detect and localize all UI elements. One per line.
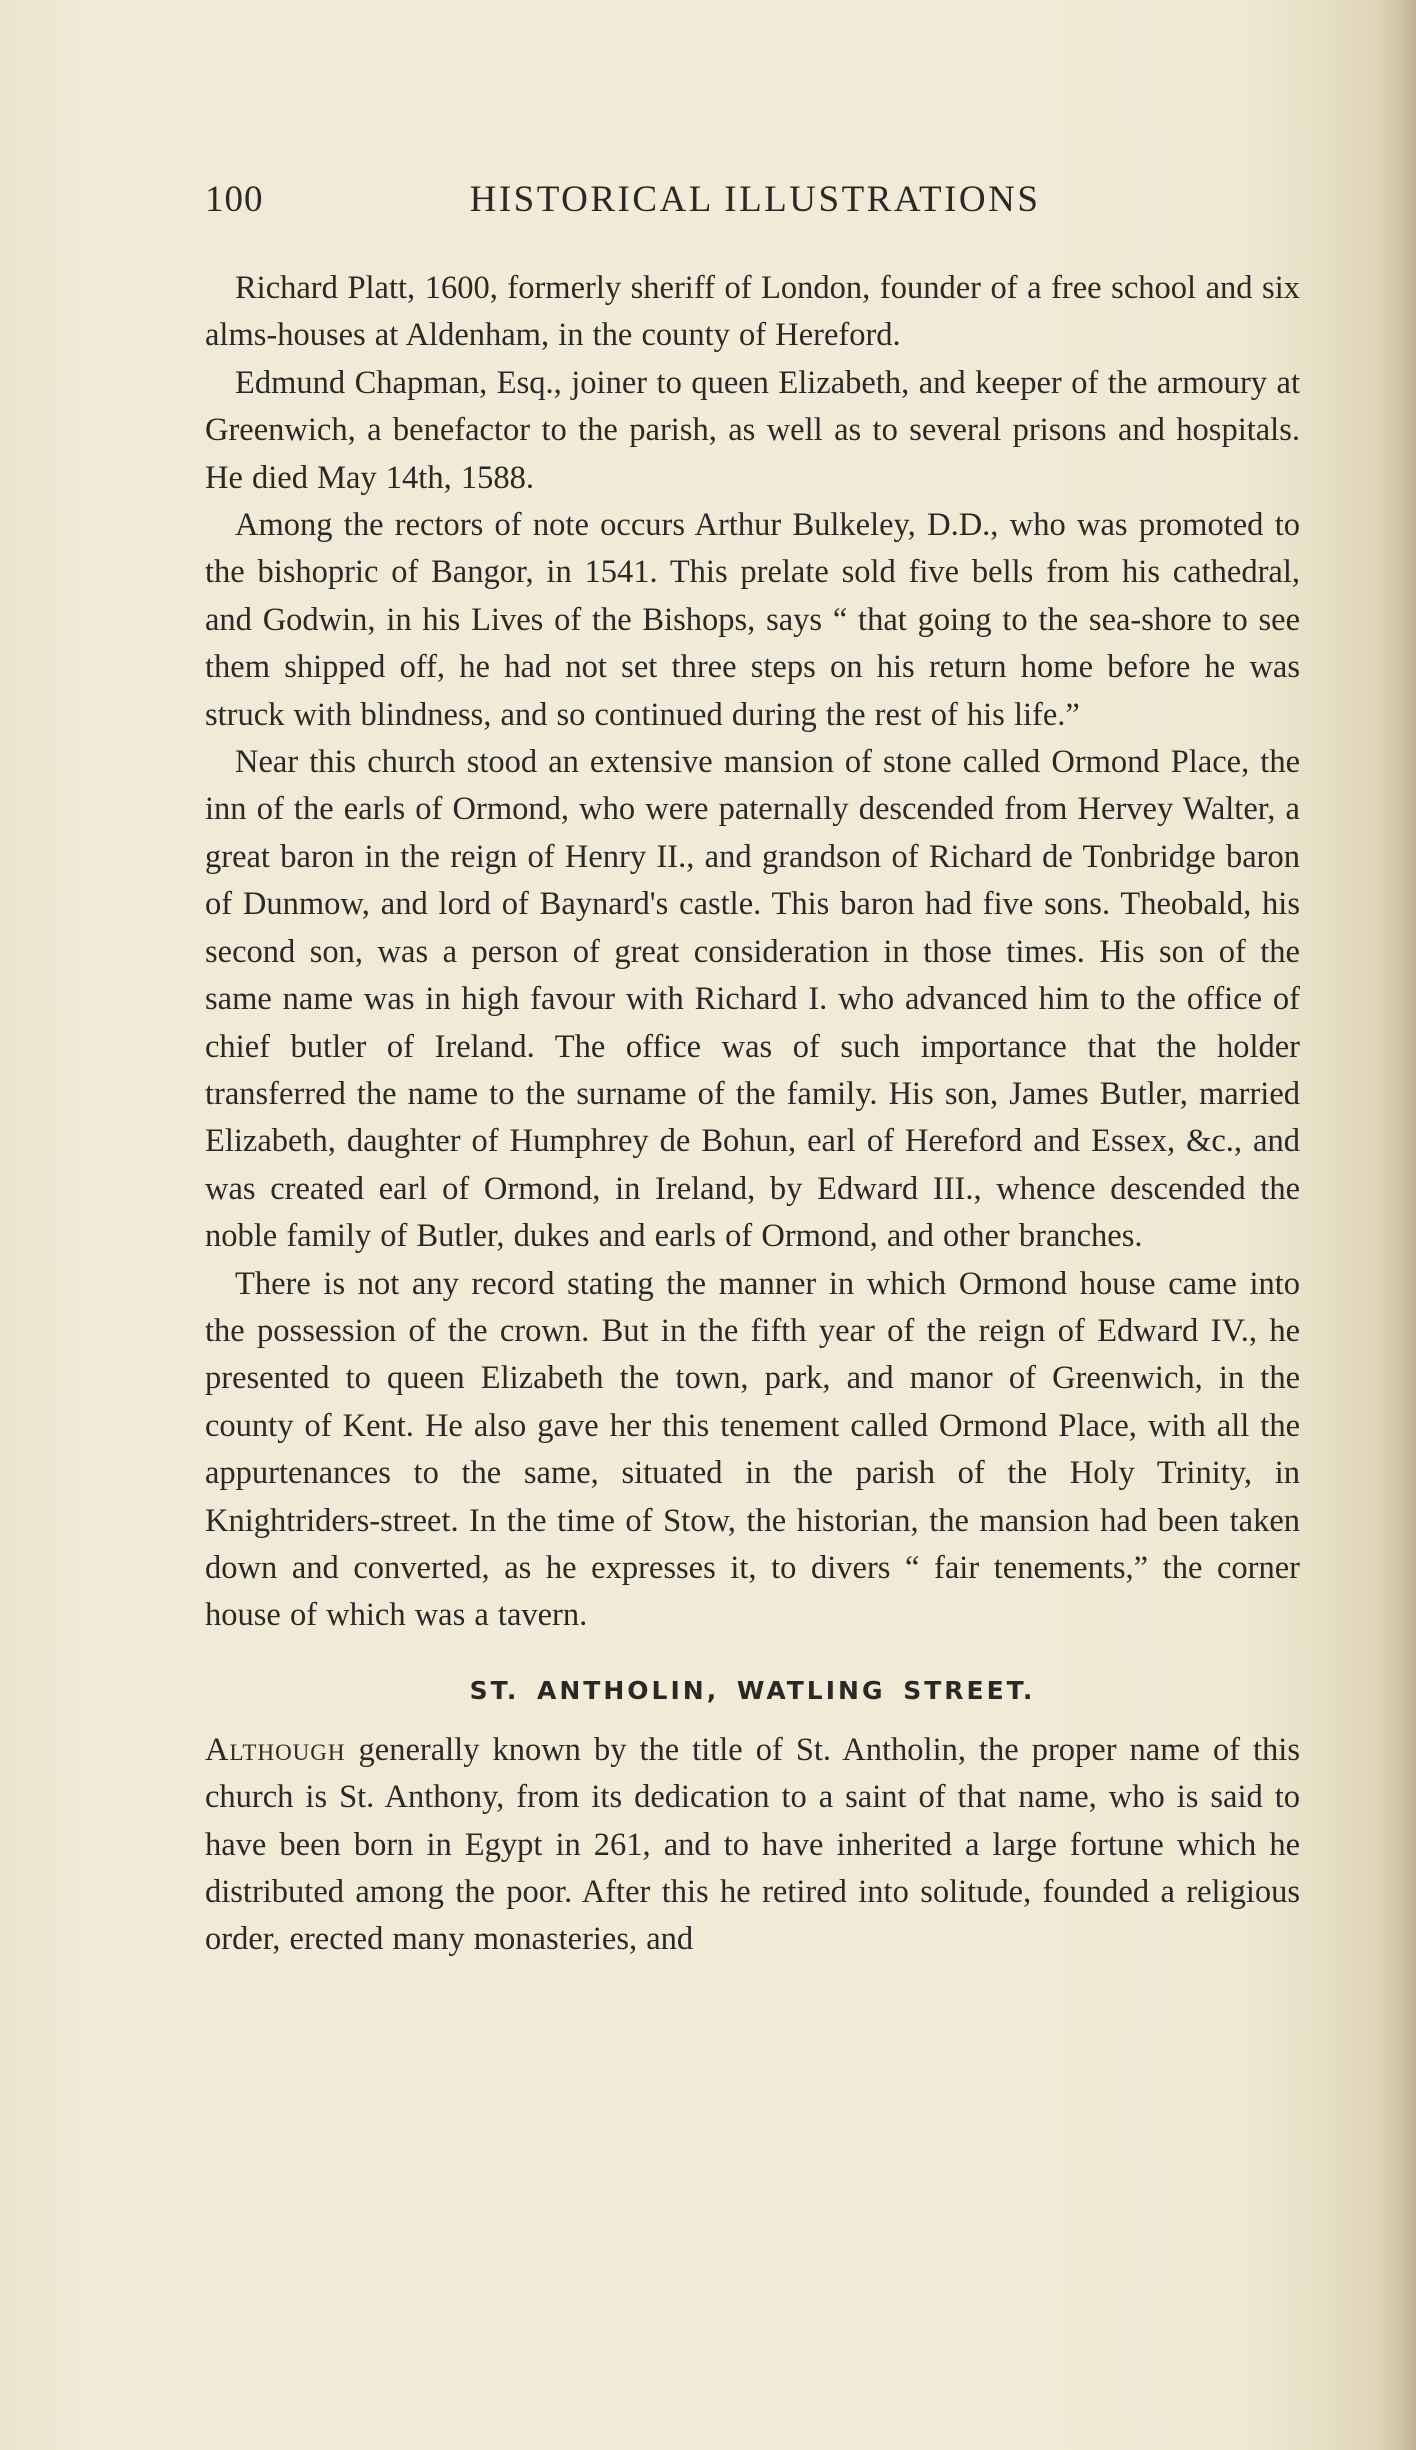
paragraph-edmund-chapman: Edmund Chapman, Esq., joiner to queen Elizabeth, and keeper of the armoury at Greenwich, a benefactor to the parish, as well as to several prisons and hospitals. He died May 14th, 1588. bbox=[205, 364, 1300, 496]
paragraph-ormond-house: There is not any record stating the manner in which Ormond house came into the possession of the crown. But in the fifth year of the reign of Edward IV., he presented to queen Elizabeth the town, park, and manor of Greenwich, in the county of Kent. He also gave her this tenement called Ormond Place, with all the appurtenances to the same, situated in the parish of the Holy Trinity, in Knightriders-street. In the time of Stow, the historian, the mansion had been taken down and converted, as he expresses it, to divers “ fair tenements,” the corner house of which was a tavern. bbox=[205, 1265, 1300, 1634]
paragraph-st-antholin-text: generally known by the title of St. Antholin, the proper name of this church is St. Anthony, from its dedication to a saint of that name, who is said to have been born in Egypt in 261, and to have inherited a large fortune which he distributed among the poor. After this he retired into solitude, founded a religious order, erected many monasteries, and bbox=[205, 1731, 1300, 1958]
page-edge-shadow bbox=[1376, 0, 1416, 2450]
paragraph-arthur-bulkeley: Among the rectors of note occurs Arthur Bulkeley, D.D., who was promoted to the bishopric of Bangor, in 1541. This prelate sold five bells from his cathedral, and Godwin, in his Lives of the Bishops, says “ that going to the sea-shore to see them shipped off, he had not set three steps on his return home before he was struck with blindness, and so continued during the rest of his life.” bbox=[205, 507, 1300, 733]
running-head bbox=[205, 178, 1305, 238]
page-number: 100 bbox=[205, 179, 264, 220]
section-heading: ST. ANTHOLIN, WATLING STREET. bbox=[469, 1675, 1036, 1705]
running-title: HISTORICAL ILLUSTRATIONS bbox=[469, 179, 1041, 220]
body-text bbox=[205, 265, 1300, 1964]
paragraph-st-antholin bbox=[205, 1727, 1300, 1964]
paragraph-richard-platt: Richard Platt, 1600, formerly sheriff of London, founder of a free school and six alms-houses at Aldenham, in the county of Hereford. bbox=[205, 270, 1300, 354]
paragraph-ormond-place: Near this church stood an extensive mansion of stone called Ormond Place, the inn of the earls of Ormond, who were paternally descended from Hervey Walter, a great baron in the reign of Henry II., and grandson of Richard de Tonbridge baron of Dunmow, and lord of Baynard's castle. This baron had five sons. Theobald, his second son, was a person of great consideration in those times. His son of the same name was in high favour with Richard I. who advanced him to the office of chief butler of Ireland. The office was of such importance that the holder transferred the name to the surname of the family. His son, James Butler, married Elizabeth, daughter of Humphrey de Bohun, earl of Hereford and Essex, &c., and was created earl of Ormond, in Ireland, by Edward III., whence descended the noble family of Butler, dukes and earls of Ormond, and other branches. bbox=[205, 744, 1300, 1255]
opening-word: Although bbox=[205, 1731, 346, 1768]
